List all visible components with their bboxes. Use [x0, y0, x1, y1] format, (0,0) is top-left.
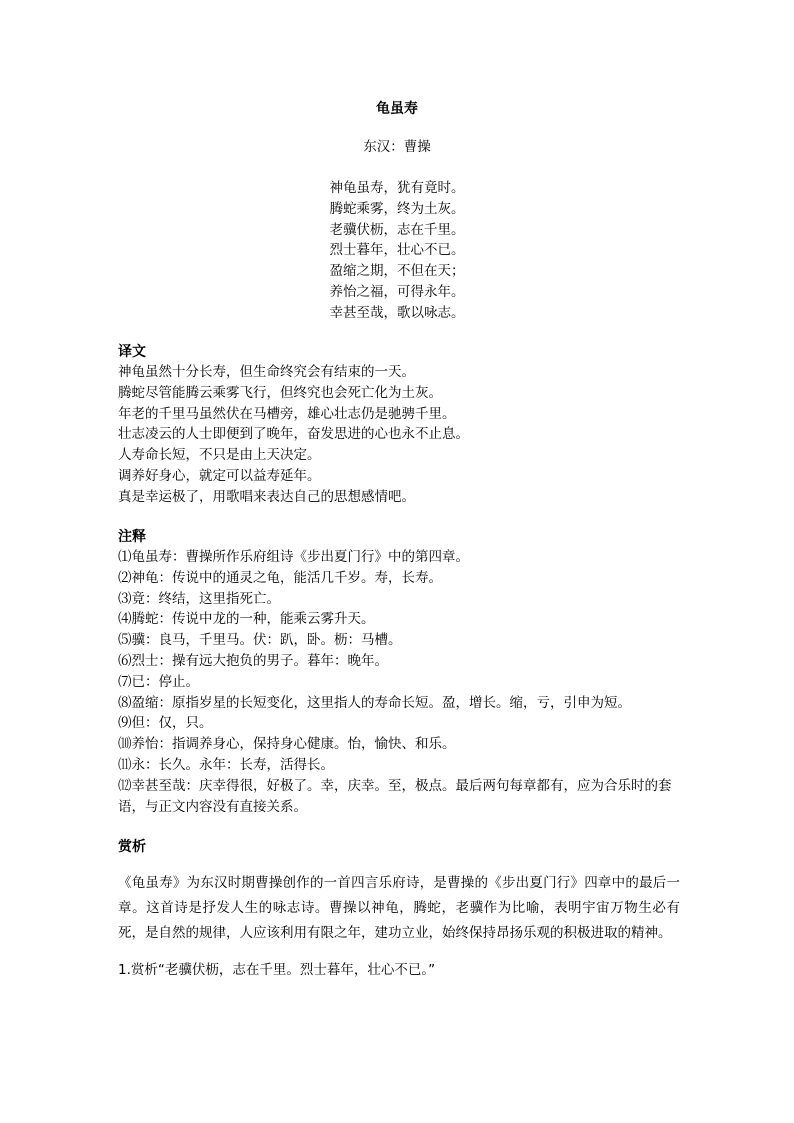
poem-line: 幸甚至哉，歌以咏志。 [329, 304, 465, 321]
note-item: ⑺已：停止。 [118, 673, 199, 690]
note-item: ⑻盈缩：原指岁星的长短变化，这里指人的寿命长短。盈，增长。缩，亏，引申为短。 [118, 694, 631, 711]
note-item: ⑸骥：良马，千里马。伏：趴，卧。枥：马槽。 [118, 632, 402, 649]
translation-line: 腾蛇尽管能腾云乘雾飞行，但终究也会死亡化为土灰。 [118, 384, 442, 401]
notes-section [118, 527, 680, 817]
poem-author: 东汉：曹操 [363, 139, 431, 155]
note-item: ⑷腾蛇：传说中龙的一种，能乘云雾升天。 [118, 611, 375, 628]
note-item: ⑶竟：终结，这里指死亡。 [118, 590, 280, 607]
poem-line: 养怡之福，可得永年。 [329, 283, 465, 300]
translation-heading: 译文 [118, 344, 146, 360]
poem-body [0, 178, 794, 324]
poem-line: 腾蛇乘雾，终为土灰。 [329, 200, 465, 217]
note-item: ⑿幸甚至哉：庆幸得很，好极了。幸，庆幸。至，极点。最后两句每章都有，应为合乐时的套语，与正文内容没有直接关系。 [118, 777, 672, 815]
translation-line: 真是幸运极了，用歌唱来表达自己的思想感情吧。 [118, 488, 415, 505]
translation-line: 人寿命长短，不只是由上天决定。 [118, 447, 321, 464]
appreciation-section [118, 837, 680, 981]
poem-line: 神龟虽寿，犹有竟时。 [329, 180, 465, 196]
note-item: ⑴龟虽寿：曹操所作乐府组诗《步出夏门行》中的第四章。 [118, 549, 469, 565]
note-item: ⑽养怡：指调养身心，保持身心健康。怡，愉快、和乐。 [118, 736, 456, 753]
translation-line: 年老的千里马虽然伏在马槽旁，雄心壮志仍是驰骋千里。 [118, 405, 456, 422]
note-item: ⑹烈士：操有远大抱负的男子。暮年：晚年。 [118, 652, 388, 669]
poem-line: 盈缩之期，不但在天； [329, 263, 465, 280]
poem-line: 老骥伏枥，志在千里。 [329, 221, 465, 238]
translation-section [118, 342, 680, 508]
appreciation-question: 1.赏析“老骥伏枥，志在千里。烈士暮年，壮心不已。” [118, 962, 436, 978]
note-item: ⑼但：仅，只。 [118, 715, 213, 732]
poem-title: 龟虽寿 [376, 101, 418, 117]
notes-heading: 注释 [118, 529, 146, 545]
poem-line: 烈士暮年，壮心不已。 [329, 242, 465, 259]
translation-line: 神龟虽然十分长寿，但生命终究会有结束的一天。 [118, 364, 415, 380]
note-item: ⑵神龟：传说中的通灵之龟，能活几千岁。寿，长寿。 [118, 569, 442, 586]
translation-line: 调养好身心，就定可以益寿延年。 [118, 467, 321, 484]
appreciation-paragraph: 《龟虽寿》为东汉时期曹操创作的一首四言乐府诗，是曹操的《步出夏门行》四章中的最后一章。这首诗是抒发人生的咏志诗。曹操以神龟，腾蛇，老骥作为比喻，表明宇宙万物生必有死，是自然的规律，人应该利用有限之年，建功立业，始终保持昂扬乐观的积极进取的精神。 [118, 875, 680, 941]
note-item: ⑾永：长久。永年：长寿，活得长。 [118, 756, 334, 773]
translation-line: 壮志凌云的人士即便到了晚年，奋发思进的心也永不止息。 [118, 426, 469, 443]
appreciation-heading: 赏析 [118, 839, 146, 855]
